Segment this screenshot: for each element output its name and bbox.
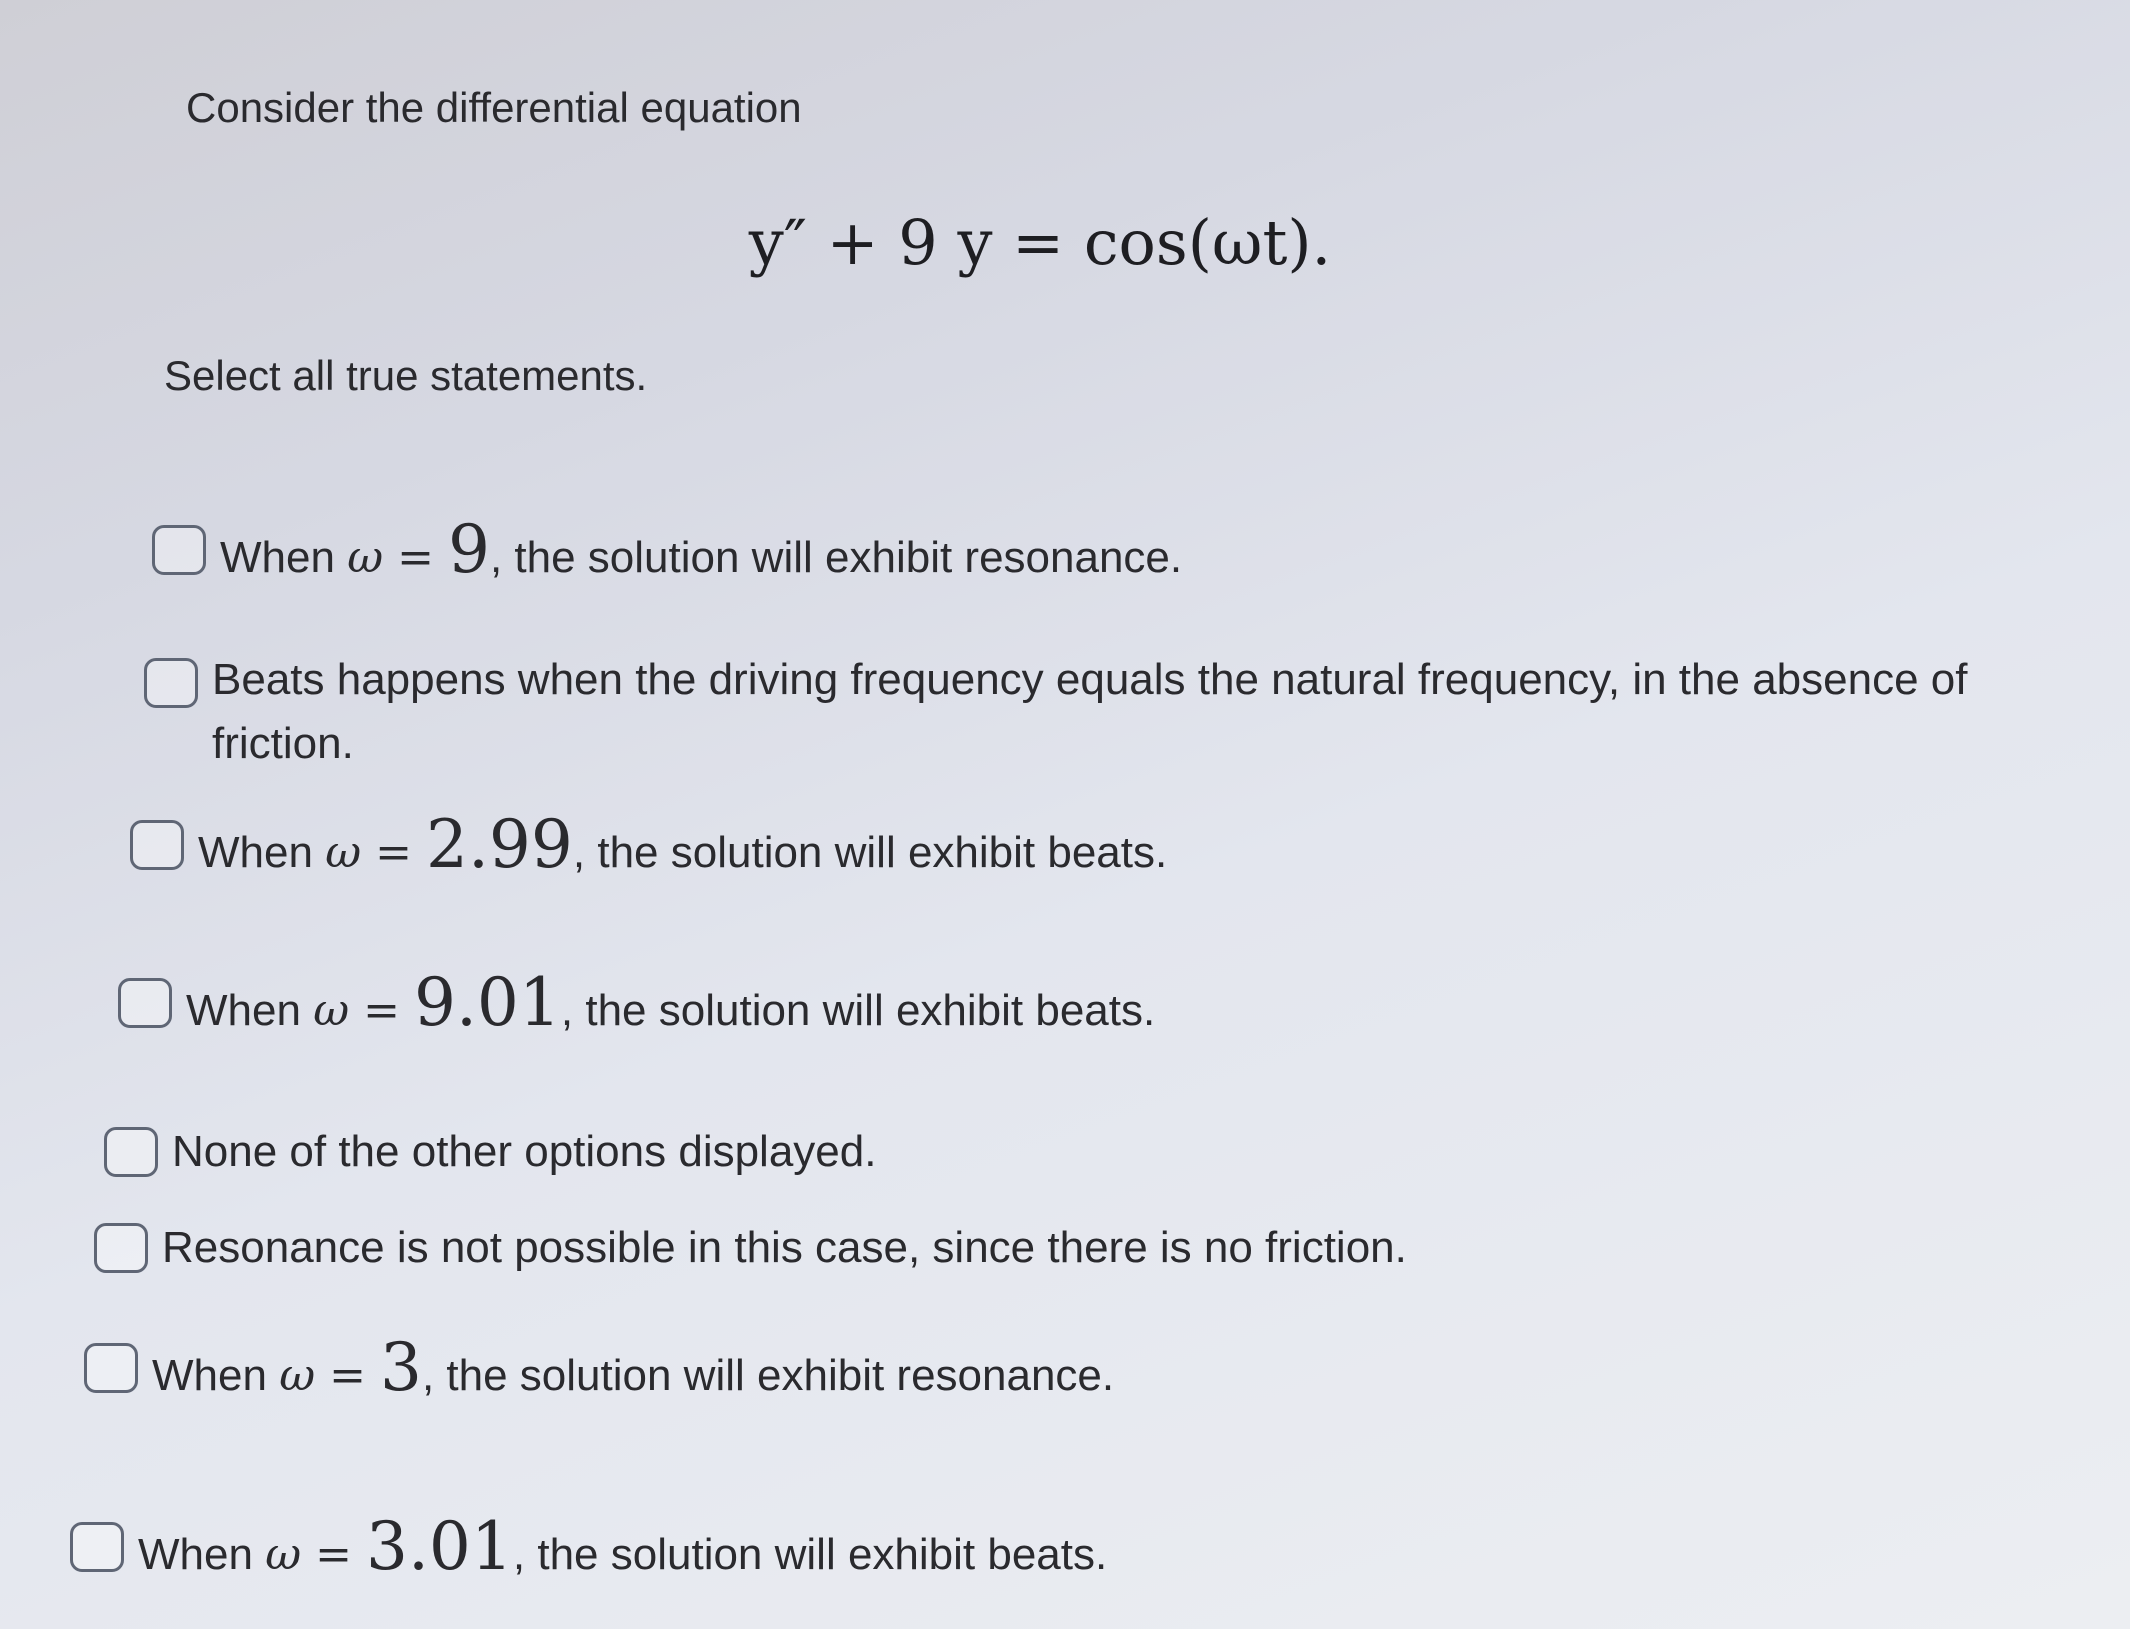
option-omega-2-99-beats[interactable] (130, 800, 1167, 889)
option-none-of-the-other[interactable] (104, 1122, 876, 1181)
equals-sign: = (375, 827, 412, 878)
option-omega-9-01-beats[interactable] (118, 958, 1155, 1047)
omega-symbol: ω (325, 827, 362, 878)
option-suffix: , the solution will exhibit beats. (572, 828, 1168, 877)
option-prefix: When (220, 533, 335, 582)
option-checkbox[interactable] (118, 978, 172, 1028)
option-suffix: , the solution will exhibit beats. (512, 1530, 1108, 1579)
option-label (220, 505, 1182, 594)
option-omega-9-resonance[interactable] (152, 505, 1182, 594)
omega-symbol: ω (279, 1350, 316, 1401)
option-checkbox[interactable] (70, 1522, 124, 1572)
omega-symbol: ω (265, 1529, 302, 1580)
option-prefix: When (152, 1351, 267, 1400)
equals-sign: = (315, 1529, 352, 1580)
option-prefix: When (198, 828, 313, 877)
option-label: Resonance is not possible in this case, since there is no friction. (162, 1223, 1407, 1272)
option-label (138, 1502, 1107, 1591)
question-intro: Consider the differential equation (186, 84, 802, 131)
option-resonance-not-possible[interactable] (94, 1218, 1407, 1277)
omega-value: 2.99 (425, 806, 573, 883)
equals-sign: = (363, 985, 400, 1036)
option-checkbox[interactable] (152, 525, 206, 575)
option-prefix: When (138, 1530, 253, 1579)
question-instruction: Select all true statements. (164, 352, 648, 399)
omega-symbol: ω (347, 532, 384, 583)
option-label: None of the other options displayed. (172, 1127, 877, 1176)
option-checkbox[interactable] (144, 658, 198, 708)
equals-sign: = (397, 532, 434, 583)
equals-sign: = (329, 1350, 366, 1401)
option-omega-3-resonance[interactable] (84, 1323, 1114, 1412)
option-checkbox[interactable] (94, 1223, 148, 1273)
option-checkbox[interactable] (84, 1343, 138, 1393)
option-beats-definition[interactable] (144, 648, 1972, 776)
option-label (198, 800, 1167, 889)
option-label: Beats happens when the driving frequency equals the natural frequency, in the absence of friction. (212, 655, 1968, 768)
option-suffix: , the solution will exhibit beats. (560, 986, 1156, 1035)
option-label (186, 958, 1155, 1047)
option-label (152, 1323, 1114, 1412)
omega-value: 9.01 (413, 964, 561, 1041)
option-suffix: , the solution will exhibit resonance. (489, 533, 1183, 582)
option-prefix: When (186, 986, 301, 1035)
option-checkbox[interactable] (130, 820, 184, 870)
omega-value: 9 (447, 511, 490, 588)
option-omega-3-01-beats[interactable] (70, 1502, 1107, 1591)
differential-equation (0, 206, 2130, 279)
equation-text: y″ + 9 y = cos(ωt). (748, 206, 1332, 279)
option-suffix: , the solution will exhibit resonance. (421, 1351, 1115, 1400)
option-checkbox[interactable] (104, 1127, 158, 1177)
omega-value: 3 (379, 1329, 422, 1406)
omega-symbol: ω (313, 985, 350, 1036)
omega-value: 3.01 (365, 1508, 513, 1585)
